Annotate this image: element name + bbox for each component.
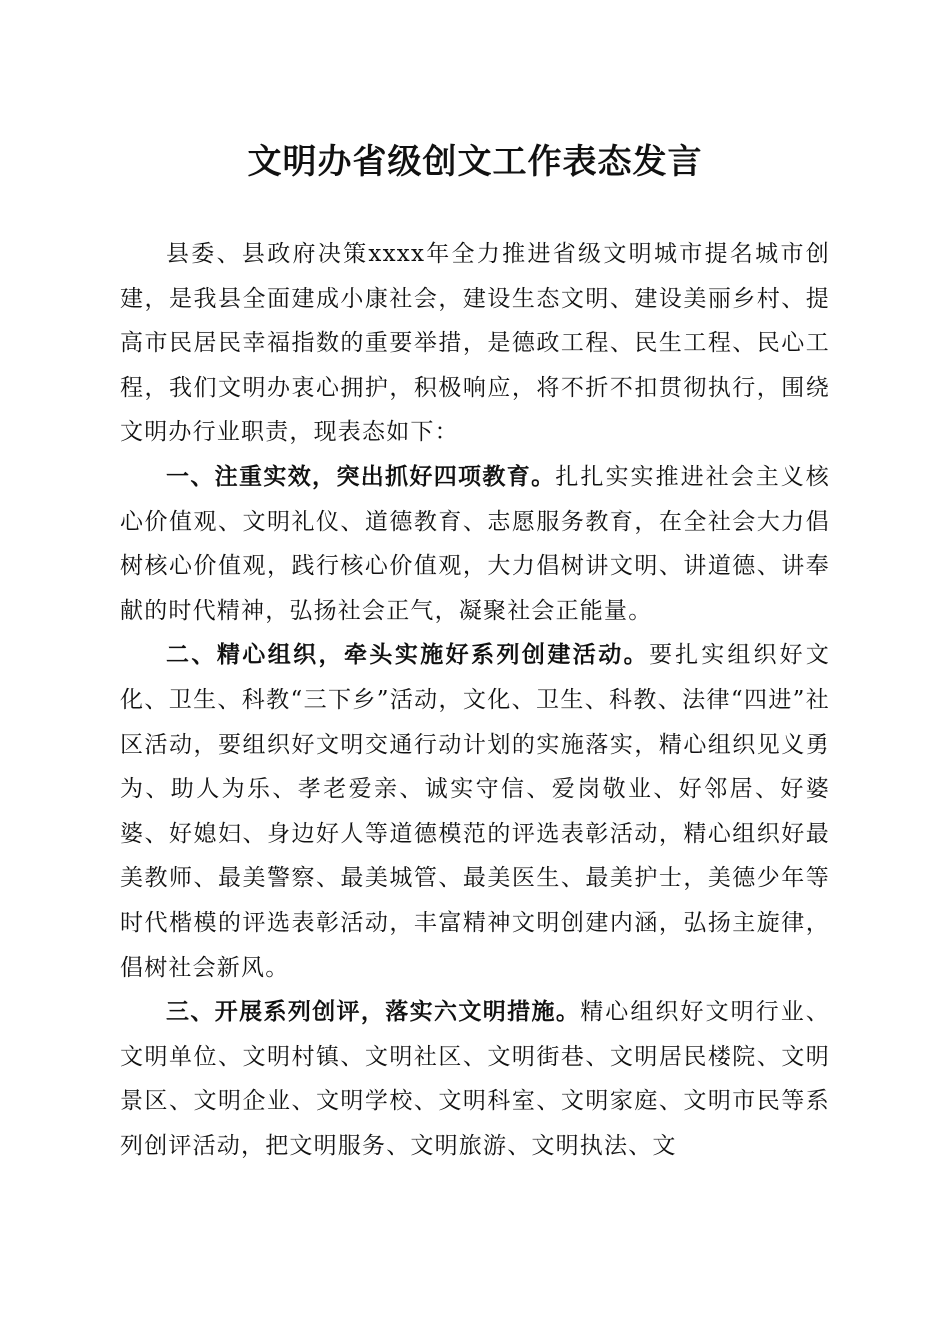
paragraph-intro xyxy=(120,232,830,455)
document-title: 文明办省级创文工作表态发言 xyxy=(247,142,703,182)
paragraph-text: 精心组织好文明行业、文明单位、文明村镇、文明社区、文明街巷、文明居民楼院、文明景区、文明企业、文明学校、文明科室、文明家庭、文明市民等系列创评活动，把文明服务、文明旅游、文明执法、文 xyxy=(120,999,831,1159)
paragraph-text: 县委、县政府决策xxxx年全力推进省级文明城市提名城市创建，是我县全面建成小康社会，建设生态文明、建设美丽乡村、提高市民居民幸福指数的重要举措，是德政工程、民生工程、民心工程，我们文明办衷心拥护，积极响应，将不折不扣贯彻执行，围绕文明办行业职责，现表态如下： xyxy=(120,241,830,446)
paragraph-section-2 xyxy=(120,633,830,990)
document-body xyxy=(120,232,830,1168)
paragraph-section-1 xyxy=(120,455,830,633)
section-heading: 三、开展系列创评，落实六文明措施。 xyxy=(166,999,581,1026)
paragraph-text: 扎扎实实推进社会主义核心价值观、文明礼仪、道德教育、志愿服务教育，在全社会大力倡树核心价值观，践行核心价值观，大力倡树讲文明、讲道德、讲奉献的时代精神，弘扬社会正气，凝聚社会正能量。 xyxy=(120,463,831,624)
paragraph-section-3 xyxy=(120,990,830,1168)
section-heading: 一、注重实效，突出抓好四项教育。 xyxy=(166,463,556,490)
paragraph-text: 要扎实组织好文化、卫生、科教“三下乡”活动，文化、卫生、科教、法律“四进”社区活动，要组织好文明交通行动计划的实施落实，精心组织见义勇为、助人为乐、孝老爱亲、诚实守信、爱岗敬业、好邻居、好婆婆、好媳妇、身边好人等道德模范的评选表彰活动，精心组织好最美教师、最美警察、最美城管、最美医生、最美护士，美德少年等时代楷模的评选表彰活动，丰富精神文明创建内涵，弘扬主旋律，倡树社会新风。 xyxy=(120,642,831,981)
section-heading: 二、精心组织，牵头实施好系列创建活动。 xyxy=(166,642,650,669)
